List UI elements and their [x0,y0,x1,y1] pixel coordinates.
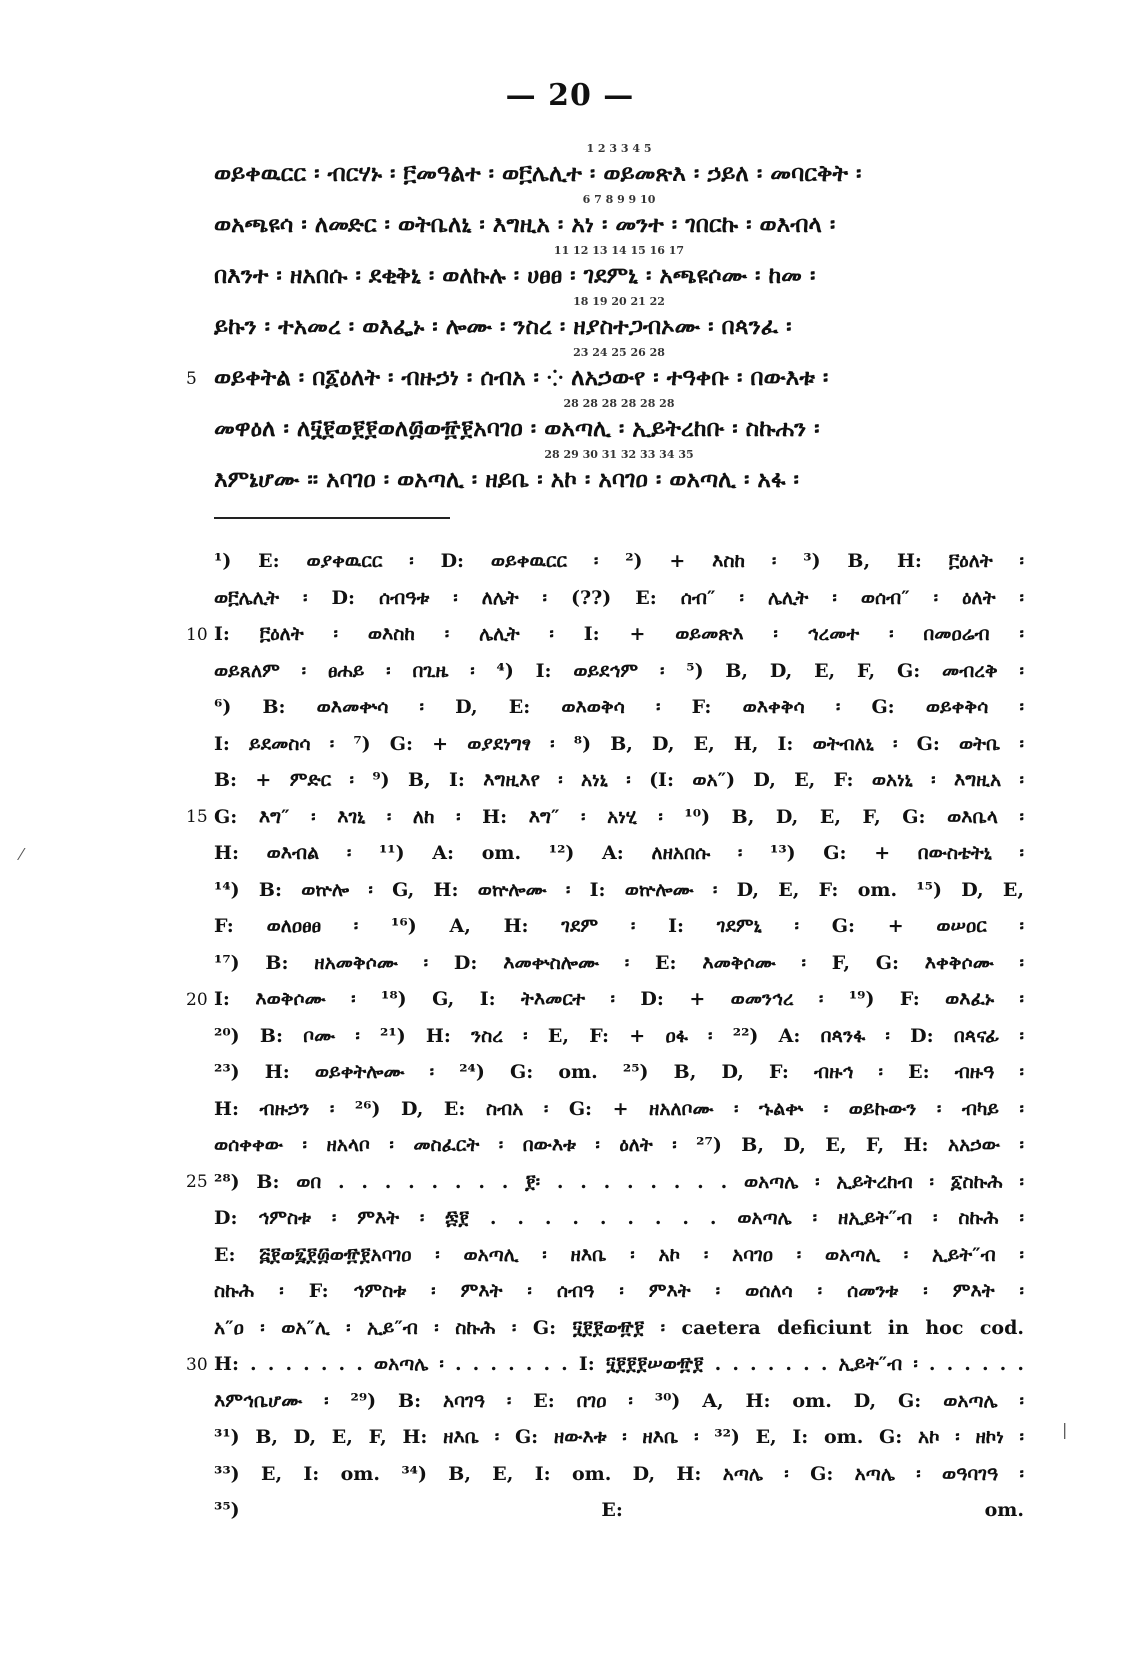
line-text: ወ፫ሌሊት ፡ D: ሰብዓቱ ፡ ለሌት ፡ (??) E: ሰብ″ ፡ ሌሊት ፡ ወሰብ″ ፡ ዕለት ፡ [214,586,1024,609]
line-text: ይኩን ፡ ተአመረ ፡ ወእፌኑ ፡ ሎሙ ፡ ንስረ ፡ ዘያስተጋብኦሙ ፡ በጳንፈ ፡ [214,313,792,340]
line-text: ¹) E: ወያቀዉርር ፡ D: ወይቀዉርር ፡ ²) + እስከ ፡ ³) B, H: ፫ዕለት ፡ [214,550,1024,573]
line-number: 5 [186,369,197,389]
line-text: ²⁰) B: ቦሙ ፡ ²¹) H: ንስረ ፡ E, F: + ዐፋ ፡ ²²) A: በጳንፋ ፡ D: በጳናፊ ፡ [214,1024,1024,1047]
line-number: 25 [186,1172,208,1192]
line-text: እምኔሆሙ ፡፡ አባገዐ ፡ ወአጣሊ ፡ ዘይቤ ፡ አኮ ፡ አባገዐ ፡ ወአጣሊ ፡ አፋ ፡ [214,466,799,493]
line-text: ¹⁷) B: ዘአመቅሶሙ ፡ D: እመቍስሎሙ ፡ E: እመቅሶሙ ፡ F, G: እቀቅሶሙ ፡ [214,951,1024,974]
apparatus-line [214,1310,1024,1347]
apparatus-line [214,1383,1024,1420]
line-text: ³⁵) E: om. [214,1499,1024,1522]
page-number: — 20 — [505,78,635,113]
line-text: ²³) H: ወይቀትሎሙ ፡ ²⁴) G: om. ²⁵) B, D, F: ብዙኅ ፡ E: ብዙዓ ፡ [214,1061,1024,1084]
line-number: 20 [186,989,208,1010]
apparatus-line [214,1273,1024,1310]
apparatus-line [214,1091,1024,1128]
apparatus-line [186,981,1024,1018]
apparatus-line [214,835,1024,872]
line-text: I: ፫ዕለት ፡ ወእስከ ፡ ሌሊት ፡ I: + ወይመጽእ ፡ ኅረመተ ፡ በመዐሬብ ፡ [214,623,1024,646]
line-text: አ″ዐ ፡ ወአ″ሊ ፡ ኢይ″ብ ፡ ስኩሕ ፡ G: ፶፻፻ወ፹፻ ፡ caetera deficiunt in hoc cod. [214,1316,1024,1339]
line-text: ¹⁴) B: ወኵሎ ፡ G, H: ወኵሎሙ ፡ I: ወኵሎሙ ፡ D, E, F: om. ¹⁵) D, E, [214,878,1024,901]
line-text: E: ፭፻ወ፯፻፴ወ፹፻አባገዐ ፡ ወአጣሊ ፡ ዘእቤ ፡ አኮ ፡ አባገዐ ፡ ወአጣሊ ፡ ኢይት″ብ ፡ [214,1243,1024,1266]
critical-apparatus [186,543,1024,1529]
line-number: 30 [186,1354,208,1375]
apparatus-line [186,1346,1024,1383]
footnote-markers: 18 19 20 21 22 [573,295,665,308]
apparatus-line [214,945,1024,982]
line-text: I: ይደመስሳ ፡ ⁷) G: + ወያደነግፃ ፡ ⁸) B, D, E, H, I: ወትብለኒ ፡ G: ወትቤ ፡ [214,732,1024,755]
line-text: ወአጫዩሳ ፡ ለመድር ፡ ወትቤለኒ ፡ እግዚአ ፡ አነ ፡ መንተ ፡ ገበርኩ ፡ ወእብላ ፡ [214,211,836,238]
line-number: 10 [186,624,208,645]
line-text: H: . . . . . . . ወአጣሌ ፡ . . . . . . . I: ፶፻፻፻ሠወ፹፻ . . . . . . . ኢይት″ብ ፡ . . . . . . [214,1353,1024,1376]
apparatus-line [214,1200,1024,1237]
line-text: ³³) E, I: om. ³⁴) B, E, I: om. D, H: አጣሌ ፡ G: አጣሌ ፡ ወዓባገዓ ፡ [214,1462,1024,1485]
apparatus-line [214,1127,1024,1164]
text-line [186,344,1024,395]
text-line [214,191,1024,242]
line-text: G: እግ″ ፡ እገኒ ፡ ለከ ፡ H: እግ″ ፡ አነሂ ፡ ¹⁰) B, D, E, F, G: ወእቤላ ፡ [214,805,1024,828]
line-text: መዋዕለ ፡ ለ፶፻ወ፻፻ወለ፴ወ፹፻አባገዐ ፡ ወአጣሊ ፡ ኢይትረከቡ ፡ ስኩሐን ፡ [214,415,820,442]
apparatus-line [214,689,1024,726]
line-text: I: እወቅሶሙ ፡ ¹⁸) G, I: ትእመርተ ፡ D: + ወመንኅረ ፡ ¹⁹) F: ወእፈኑ ፡ [214,988,1024,1011]
line-text: ወይቀዉርር ፡ ብርሃኑ ፡ ፫መዓልተ ፡ ወ፫ሌሊተ ፡ ወይመጽእ ፡ ኃይለ ፡ መባርቅት ፡ [214,160,862,187]
line-number: 15 [186,807,208,827]
apparatus-line [214,1018,1024,1055]
line-text: በእንተ ፡ ዘአበሱ ፡ ደቂቅኒ ፡ ወለኩሉ ፡ ሀፀፀ ፡ ገደምኒ ፡ አጫዩሶሙ ፡ ከመ ፡ [214,262,816,289]
margin-mark: ⁄ [20,845,23,864]
text-line [214,395,1024,446]
footnote-divider [214,517,450,519]
footnote-markers: 23 24 25 26 28 [573,346,665,359]
line-text: B: + ምድር ፡ ⁹) B, I: እግዚእየ ፡ አነኒ ፡ (I: ወአ″) D, E, F: ወአነኒ ፡ እግዚአ ፡ [214,769,1024,792]
line-text: ²⁸) B: ወበ . . . . . . . . ፻፡ . . . . . . . . ወአጣሌ ፡ ኢይትረከብ ፡ ፩ስኩሕ ፡ [214,1170,1024,1193]
line-text: ³¹) B, D, E, F, H: ዘእቤ ፡ G: ዘውእቱ ፡ ዘእቤ ፡ ³²) E, I: om. G: አኮ ፡ ዘኮነ ፡ [214,1426,1024,1449]
text-line [214,242,1024,293]
apparatus-line [186,799,1024,836]
apparatus-line [214,872,1024,909]
apparatus-line [214,1456,1024,1493]
footnote-markers: 11 12 13 14 15 16 17 [553,244,685,257]
apparatus-line [214,908,1024,945]
line-text: ⁶) B: ወእመቍሳ ፡ D, E: ወእወቅሳ ፡ F: ወእቀቅሳ ፡ G: ወይቀቅሳ ፡ [214,696,1024,719]
text-line [214,446,1024,497]
apparatus-line [214,726,1024,763]
line-text: D: ኅምስቱ ፡ ምእት ፡ ፷፻ . . . . . . . . . ወአጣሌ ፡ ዘኢይት″ብ ፡ ስኩሕ ፡ [214,1207,1024,1230]
text-line [214,140,1024,191]
line-text: ስኩሕ ፡ F: ኅምስቱ ፡ ምእት ፡ ሰብዓ ፡ ምእት ፡ ወሰለሳ ፡ ሰመንቱ ፡ ምእት ፡ [214,1280,1024,1303]
apparatus-line [186,616,1024,653]
line-text: ወይቀትል ፡ በ፩ዕለት ፡ ብዙኃነ ፡ ሰብአ ፡ ⁘ ለአኃውየ ፡ ተዓቀቡ ፡ በውእቱ ፡ [214,364,829,391]
apparatus-line [214,580,1024,617]
footnote-markers: 6 7 8 9 9 10 [582,193,656,206]
apparatus-line [214,543,1024,580]
line-text: እምኅቤሆሙ ፡ ²⁹) B: አባገዓ ፡ E: በገዐ ፡ ³⁰) A, H: om. D, G: ወአጣሌ ፡ [214,1389,1024,1412]
footnote-markers: 28 28 28 28 28 28 [563,397,675,410]
line-text: F: ወለዐፀፀ ፡ ¹⁶) A, H: ገደም ፡ I: ገደምኒ ፡ G: + ወሠዐር ፡ [214,915,1024,938]
line-text: ወይጸለም ፡ ፀሐይ ፡ በጊዜ ፡ ⁴) I: ወይደኅም ፡ ⁵) B, D, E, F, G: መብረቅ ፡ [214,659,1024,682]
footnote-markers: 28 29 30 31 32 33 34 35 [544,448,694,461]
text-line [214,293,1024,344]
line-text: H: ወእብል ፡ ¹¹) A: om. ¹²) A: ለዘአበሱ ፡ ¹³) G: + በውስቴትኒ ፡ [214,842,1024,865]
apparatus-line [214,1492,1024,1529]
apparatus-line [214,762,1024,799]
main-text [186,140,1024,497]
line-text: ወሰቀቀው ፡ ዘአላቦ ፡ መስፈርት ፡ በውእቱ ፡ ዕለት ፡ ²⁷) B, D, E, F, H: አአኃው ፡ [214,1134,1024,1157]
margin-mark: | [1062,1420,1068,1439]
apparatus-line [214,653,1024,690]
apparatus-line [214,1054,1024,1091]
apparatus-line [186,1164,1024,1201]
footnote-markers: 1 2 3 3 4 5 [586,142,652,155]
apparatus-line [214,1419,1024,1456]
line-text: H: ብዙኃን ፡ ²⁶) D, E: ስብአ ፡ G: + ዘአለቦሙ ፡ ኁልቍ ፡ ወይኩውን ፡ ብካይ ፡ [214,1097,1024,1120]
apparatus-line [214,1237,1024,1274]
